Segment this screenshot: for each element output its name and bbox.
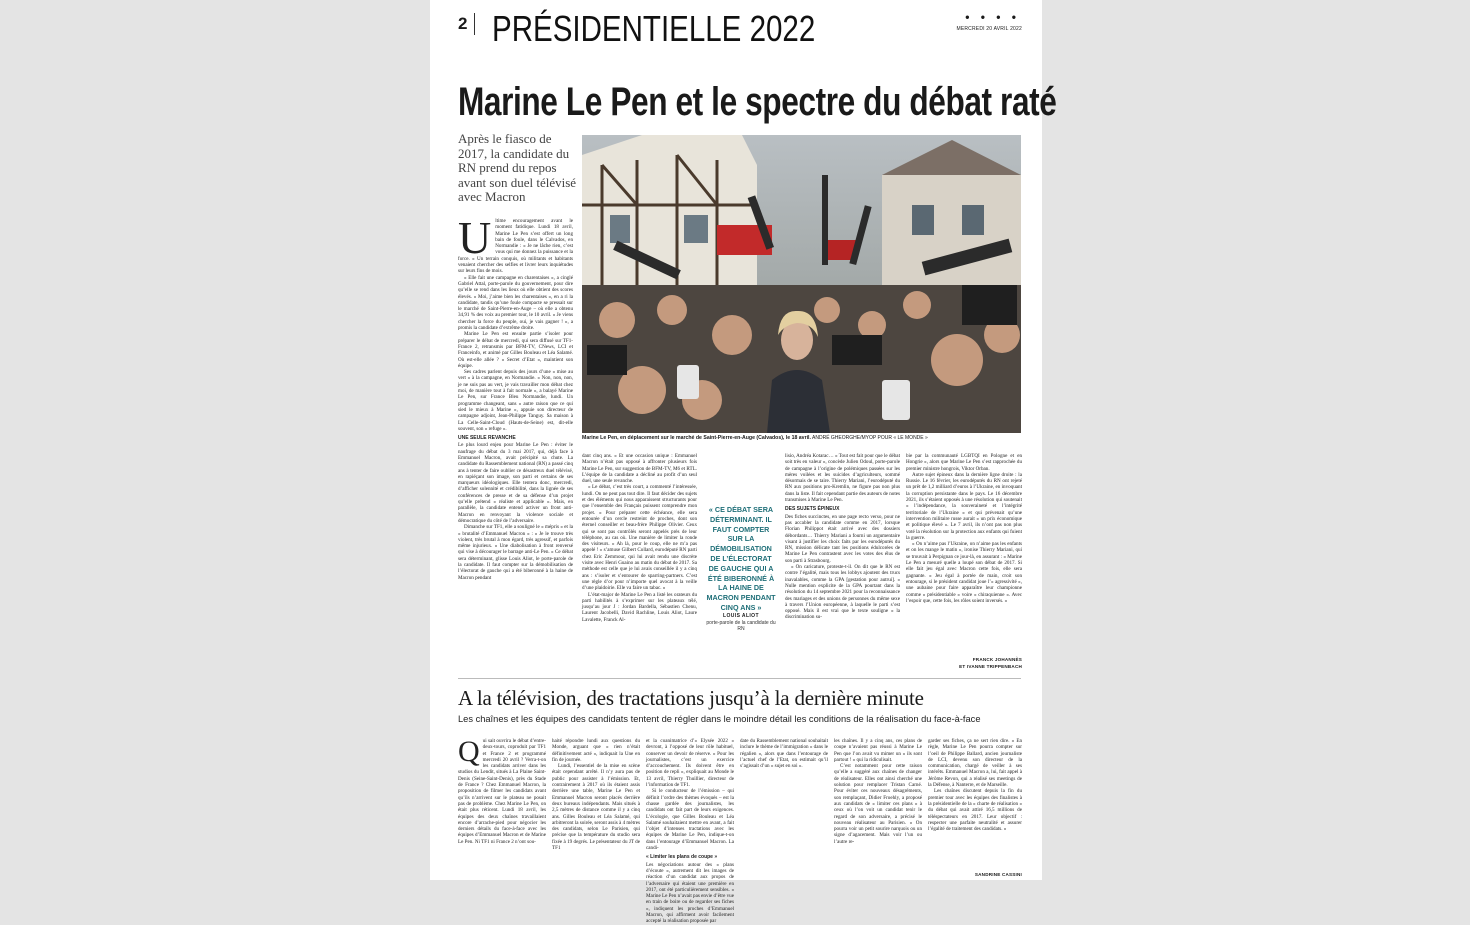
article2-headline: A la télévision, des tractations jusqu’à la dernière minute	[458, 686, 924, 710]
dropcap: Q	[458, 735, 480, 768]
paragraph: Les chaînes discutent depuis la fin du premier tour avec les équipes des finalistes à la présidentielle de la « charte de réalisation » du débat qui avait attiré 16,5 millions de téléspectateurs en 2017. Leur objectif : respecter une parfaite neutralité et assurer l’égalité de traitement des candidats. »	[928, 788, 1022, 833]
paragraph: les chaînes. Il y a cinq ans, ces plans de coupe n’avaient pas réussi à Marine Le Pen que l’on avait vu mimer un « ils sont partout ! » qui la ridiculisait.	[834, 738, 922, 763]
subheading: UNE SEULE REVANCHE	[458, 435, 516, 442]
paragraph: bie par la communauté LGBTQI en Pologne et en Hongrie », alors que Marine Le Pen s’est rapprochée du premier ministre hongrois, Viktor Orban.	[906, 453, 1022, 472]
paragraph: Lundi, l’essentiel de la mise en scène était cependant arrêté. Il n’y aura pas de public pour assister à l’émission. Et, contrairement à 2017 où ils étaient assis derrière une table, Marine Le Pen et Emmanuel Macron seront placés derrière deux bureaux indépendants. Mais situés à 2,5 mètres de distance comme il y a cinq ans. Gilles Bouleau et Léa Salamé, qui arbitreront la soirée, seront assis à 4 mètres des candidats, selon Le Parisien, qui précise que la température du studio sera fixée à 19 degrés. Le présentateur du JT de TF1	[552, 763, 640, 852]
article-divider	[458, 678, 1021, 679]
header-divider	[474, 13, 475, 35]
article-photo	[582, 135, 1021, 433]
article2-column-2	[552, 738, 640, 880]
subheading: DES SUJETS ÉPINEUX	[785, 506, 840, 513]
paragraph: Autre sujet épineux dans la dernière ligne droite : la Russie. Le 16 février, les eurodéputés du RN ont rejeté un prêt de 1,2 milliard d’euros à l’Ukraine, en invoquant la corruption persistante dans le pays. Le 16 décembre 2021, ils s’étaient opposés à une résolution qui soutenait « l’indépendance, la souveraineté et l’intégrité territoriale de l’Ukraine » et qui prévenait qu’une intervention militaire russe aurait « un prix économique et politique élevé ». Le 7 avril, ils n’ont pas non plus voté la résolution sur la protection aux enfants qui fuient la guerre.	[906, 471, 1022, 541]
paragraph: « Elle fait une campagne en charentaises », a cinglé Gabriel Attal, porte-parole du gouvernement, pour dire qu’elle se rend dans les lieux où elle obtient des scores élevés. « Moi, j’aime bien les charentaises », en a ri la candidate, tandis qu’une foule compacte se pressait sur le marché de Saint-Pierre-en-Auge – où elle a obtenu 34,91 % des voix au premier tour, le 10 avril. « Je viens chercher la force du peuple, oui, je vais gagner ! », a promis la candidate d’extrême droite.	[458, 274, 573, 332]
pull-quote-author: LOUIS ALIOT	[723, 613, 759, 619]
article-headline: Marine Le Pen et le spectre du débat raté	[458, 80, 1057, 124]
pull-quote-role: porte-parole de la candidate du RN	[706, 620, 776, 632]
paragraph: « Le débat, c’est très court, a commenté l’intéressée, lundi. On ne peut pas tout dire. Il faut décider des sujets et des éléments qui nous apparaissent structurants pour que l’ensemble des Français puissent comprendre mon projet. » Pour préparer cette échéance, elle sera entourée d’un cercle restreint de proches, dont son éternel conseiller et beau-frère Philippe Olivier. Ceux qui se sont pas contrôlés seront appelés près de leur téléphone, au cas où. Une manière de limiter la ronde des visiteurs. « Ah là, pour le coup, elle ne m’a pas appelé ! » s’amuse Gilbert Collard, eurodéputé RN parti chez Eric Zemmour, qui lui avait rendu une discrète visite avec Henri Guaino au matin du débat de 2017. Sa méthode est celle que je lui avais conseillée il y a cinq ans : s’isoler et s’entourer de sparring-partners. C’est une règle d’or pour n’importe quel avocat à la veille d’une plaidoirie. Elle va faire un tabac. »	[582, 484, 697, 592]
paragraph: « On caricature, proteste-t-il. On dit que le RN est contre l’égalité, mais tous les lobbys ajoutent des trucs inavalables, comme la GPA [gestation pour autrui]. » Nulle mention explicite de la GPA pourtant dans la résolution du 14 septembre 2021 pour la reconnaissance des mariages et des unions de personnes du même sexe à travers l’Union européenne, à laquelle le parti s’est opposé. Mais il est vrai que le texte souligne « la discrimination su-	[785, 564, 900, 621]
paragraph: ltime encouragement avant le moment fatidique. Lundi 18 avril, Marine Le Pen s’est offert un long bain de foule, dans le Calvados, en Normandie : « Je ne lâche rien, c’est vous qui me donnez la puissance et la force. » Un terrain conquis, où militants et habitants venaient chercher des selfies et livrer leurs inquiétudes sur leurs fins de mois.	[458, 218, 573, 275]
article2-column-4	[740, 738, 828, 880]
header-dots: • • • •	[965, 10, 1020, 24]
issue-date: MERCREDI 20 AVRIL 2022	[956, 26, 1022, 32]
newspaper-page	[430, 0, 1057, 925]
article2-subhead: Les chaînes et les équipes des candidats tentent de régler dans le moindre détail les conditions de la réalisation du face-à-face	[458, 714, 981, 724]
photo-caption	[582, 435, 1022, 441]
paragraph: C’est notamment pour cette raison qu’elle a suggéré aux chaînes de changer de réalisateur. Elles ont ainsi cherché une solution pour remplacer Tristan Carné. Pour éviter ces nouveaux désagréments, son remplaçant, Didier Froehly, a proposé aux candidats de « limiter ces plans » à ceux où l’on voit un candidat tenir le regard de son adversaire, a précisé le nouveau réalisateur au Parisien. « On pourra voir un petit sourire narquois ou un signe d’agacement. Mais voir l’un ou l’autre re-	[834, 763, 922, 845]
paragraph: Les négociations autour des « plans d’écoute », autrement dit les images de réaction d’un candidat aux propos de l’adversaire qui étaient une première en 2017, ont été particulièrement sensibles. « Marine Le Pen n’avait pas envie d’être vue en train de boire ou de regarder ses fiches », indiquent les proches d’Emmanuel Macron, qui affirment avoir facilement accepté la réalisation proposée par	[646, 861, 734, 925]
dropcap: U	[458, 212, 492, 263]
paragraph: lisio, Andréa Kotarac… « Tout est fait pour que le débat soit très en valeur », concède Julien Odoul, porte-parole de campagne à l’origine de polémiques passées sur les mères voilées et les suicides d’agriculteurs, sommé désormais de se taire. Thierry Mariani, l’eurodéputé du RN aux positions pro-Kremlin, ne figure pas non plus dans la liste. Il fait cependant partie des auteurs de notes transmises à Marine Le Pen.	[785, 453, 900, 504]
paragraph: « On n’aime pas l’Ukraine, on n’aime pas les enfants et on les mange le matin », ironise Thierry Mariani, qui se trouvait à Perpignan ce jour-là, en assurant : « Marine Le Pen a mesuré quelle a loupé son débat de 2017. Si elle fait jeu égal avec Macron cette fois, elle sera gagnante. » Jeu égal à portée de main, croit son entourage, si le président candidat joue l’« agressivité », une aubaine pour faire apparaître leur championne comme « présidentiable » voire « chiraquienne ». Avec l’espoir que, cette fois, les rôles soient inversés. »	[906, 541, 1022, 604]
paragraph: L’état-major de Marine Le Pen a listé les orateurs du parti habilités à s’exprimer sur les plateaux télé, jusqu’au jour J : Jordan Bardella, Sébastien Chenu, Laurent Jacobelli, David Rachline, Louis Aliot, Laure Lavalette, Franck Al-	[582, 591, 697, 623]
paragraph: Des fiches succinctes, en une page recto verso, pour ne pas accabler la candidate comme en 2017, lorsque Florian Philippot était arrivé avec des dossiers débordants… Thierry Mariani a fourni un argumentaire visant à justifier les choix faits par les eurodéputés du RN, mission délicate tant les positions édulcorées de Marine Le Pen contrastent avec les votes des élus de son parti à Strasbourg.	[785, 513, 900, 564]
article1-column-4	[785, 453, 900, 673]
press-crowd-photo	[582, 135, 1021, 433]
photo-credit: ANDRÉ GHEORGHE/MYOP POUR « LE MONDE »	[812, 435, 928, 441]
paragraph: Si le conducteur de l’émission – qui définit l’ordre des thèmes évoqués – est la chasse gardée des journalistes, les candidats ont fait part de leurs exigences. L’écologie, que Gilles Bouleau et Léa Salamé souhaitaient mettre en avant, a fait l’objet d’intenses tractations avec les équipes de Marine Le Pen, indique-t-on dans l’entourage d’Emmanuel Macron. La candi-	[646, 788, 734, 852]
article1-column-5	[906, 453, 1022, 653]
paragraph: dant cinq ans. » Et une occasion unique : Emmanuel Macron n’était pas opposé à affronter plusieurs fois Marine Le Pen, sur suggestion de BFM-TV, M6 et RTL. L’équipe de la candidate a décliné au profit d’un seul duel, une seule revanche.	[582, 453, 697, 485]
paragraph: et la coanimatrice d’« Elysée 2022 » devront, à l’opposé de leur rôle habituel, conserver un devoir de réserve. « Pour les journalistes, c’est un exercice d’accouchement. Ils doivent être en position de repli », expliquait au Monde le 13 avril, Thierry Thuillier, directeur de l’information de TF1.	[646, 738, 734, 789]
byline: ET IVANNE TRIPPENBACH	[959, 664, 1022, 669]
article2-column-6	[928, 738, 1022, 872]
article1-column-2	[582, 453, 697, 673]
article1-column-1	[458, 212, 573, 673]
pull-quote: « CE DÉBAT SERA DÉTERMINANT. IL FAUT COMPTER SUR LA DÉMOBILISATION DE L’ÉLECTORAT DE GAUCHE QUI A ÉTÉ BIBERONNÉ À LA HAINE DE MACRON PENDANT CINQ ANS »	[706, 505, 776, 612]
byline: SANDRINE CASSINI	[974, 872, 1022, 877]
article2-column-1	[458, 735, 546, 880]
section-title: PRÉSIDENTIELLE 2022	[492, 8, 816, 49]
paragraph: ui sait ouvrira le débat d’entre-deux-tours, coproduit par TF1 et France 2 et programmé mercredi 20 avril ? Verra-t-on les candidats arriver dans les studios du Lendit, situés à La Plaine Saint-Denis (Seine-Saint-Denis), près du Stade de France ? Chez Emmanuel Macron, la proposition de filmer les candidats avant qu’ils n’arrivent sur le plateau ne posait pas de problème. Chez Marine Le Pen, on était plus réticent. Lundi 18 avril, les équipes des deux chaînes travaillaient encore d’arrache-pied pour négocier les derniers détails du face-à-face avec les équipes d’Emmanuel Macron et de Marine Le Pen. Ni TF1 ni France 2 n’ont sou-	[458, 738, 546, 845]
subheading: « Limiter les plans de coupe »	[646, 854, 718, 861]
paragraph: date du Rassemblement national souhaitait inclure le thème de l’immigration « dans le régalien », alors que dans l’entourage de l’actuel chef de l’Etat, on estimait qu’il s’agissait d’un « sujet en soi ».	[740, 738, 828, 770]
article2-column-3	[646, 738, 734, 925]
paragraph: garder ses fiches, ça ne sert rien dire. » En règle, Marine Le Pen pourra compter sur l’oeil de Philippe Ballard, ancien journaliste de LCI, devenu son directeur de la communication, chargé de veiller à ses intérêts. Emmanuel Macron a, lui, fait appel à Jérôme Revon, qui a réalisé ses meetings de la Défense, à Nanterre, et de Marseille.	[928, 738, 1022, 789]
page-number: 2	[458, 14, 468, 33]
paragraph: Marine Le Pen est ensuite partie s’isoler pour préparer le débat de mercredi, qui sera diffusé sur TF1-France 2, retransmis par BFM-TV, CNews, LCI et Franceinfo, et animé par Gilles Bouleau et Léa Salamé. Où est-elle allée ? « Secret d’Etat », maintient son équipe.	[458, 331, 573, 369]
paragraph: Le plus lourd enjeu pour Marine Le Pen : éviter le naufrage du débat du 3 mai 2017, qui, déjà face à Emmanuel Macron, avait précipité sa chute. La candidate du Rassemblement national (RN) a passé cinq ans à tenter de faire oublier ce désastreux duel télévisé, en rapiéçant son image, son parti et certains de ses marqueurs idéologiques. Elle tentera donc, mercredi, d’afficher solennité et crédibilité, dans la lignée de ses conférences de presse et de sa défense d’un projet qu’elle prétend « réaliste et applicable ». Mais, en parallèle, la candidate entend activer un front anti-Macron en renvoyant la violence sociale et démocratique du côté de l’adversaire.	[458, 442, 573, 524]
article2-column-5	[834, 738, 922, 880]
photo-caption-text: Marine Le Pen, en déplacement sur le marché de Saint-Pierre-en-Auge (Calvados), le 18 avril.	[582, 435, 811, 441]
paragraph: Dimanche sur TF1, elle a souligné le « mépris » et la « brutalité d’Emmanuel Macron » : « Je le trouve très violent, très brutal à mon égard, très agressif, et parfois même injurieux. » Une diabolisation à front renversé qui vise à décourager le barrage anti-Le Pen. « Ce débat sera déterminant, glisse Louis Aliot, le porte-parole de la candidate. Il faut compter sur la démobilisation de l’électorat de gauche qui a été biberonné à la haine de Macron pendant	[458, 524, 573, 581]
paragraph: Ses cadres parlent depuis des jours d’une « mise au vert » à la campagne, en Normandie. « Non, non, non, je ne suis pas au vert, je vais travailler mon débat chez moi, de manière tout à fait normale », a balayé Marine Le Pen, sur France Bleu Normandie, lundi. Un programme changeant, sans « autre raison que ce qui sied le mieux à Marine », appuie son directeur de campagne adjoint, Jean-Philippe Tanguy. Sa maison à La Celle-Saint-Cloud (Hauts-de-Seine) est, dit-elle souvent, son « refuge ».	[458, 369, 573, 432]
paragraph: haité répondre lundi aux questions du Monde, arguant que « rien n’était définitivement acté », indiquait la Une en fin de journée.	[552, 738, 640, 763]
article-subhead: Après le fiasco de 2017, la candidate du RN prend du repos avant son duel télévisé avec Macron	[458, 131, 577, 204]
byline: FRANCK JOHANNÈS	[972, 657, 1022, 662]
